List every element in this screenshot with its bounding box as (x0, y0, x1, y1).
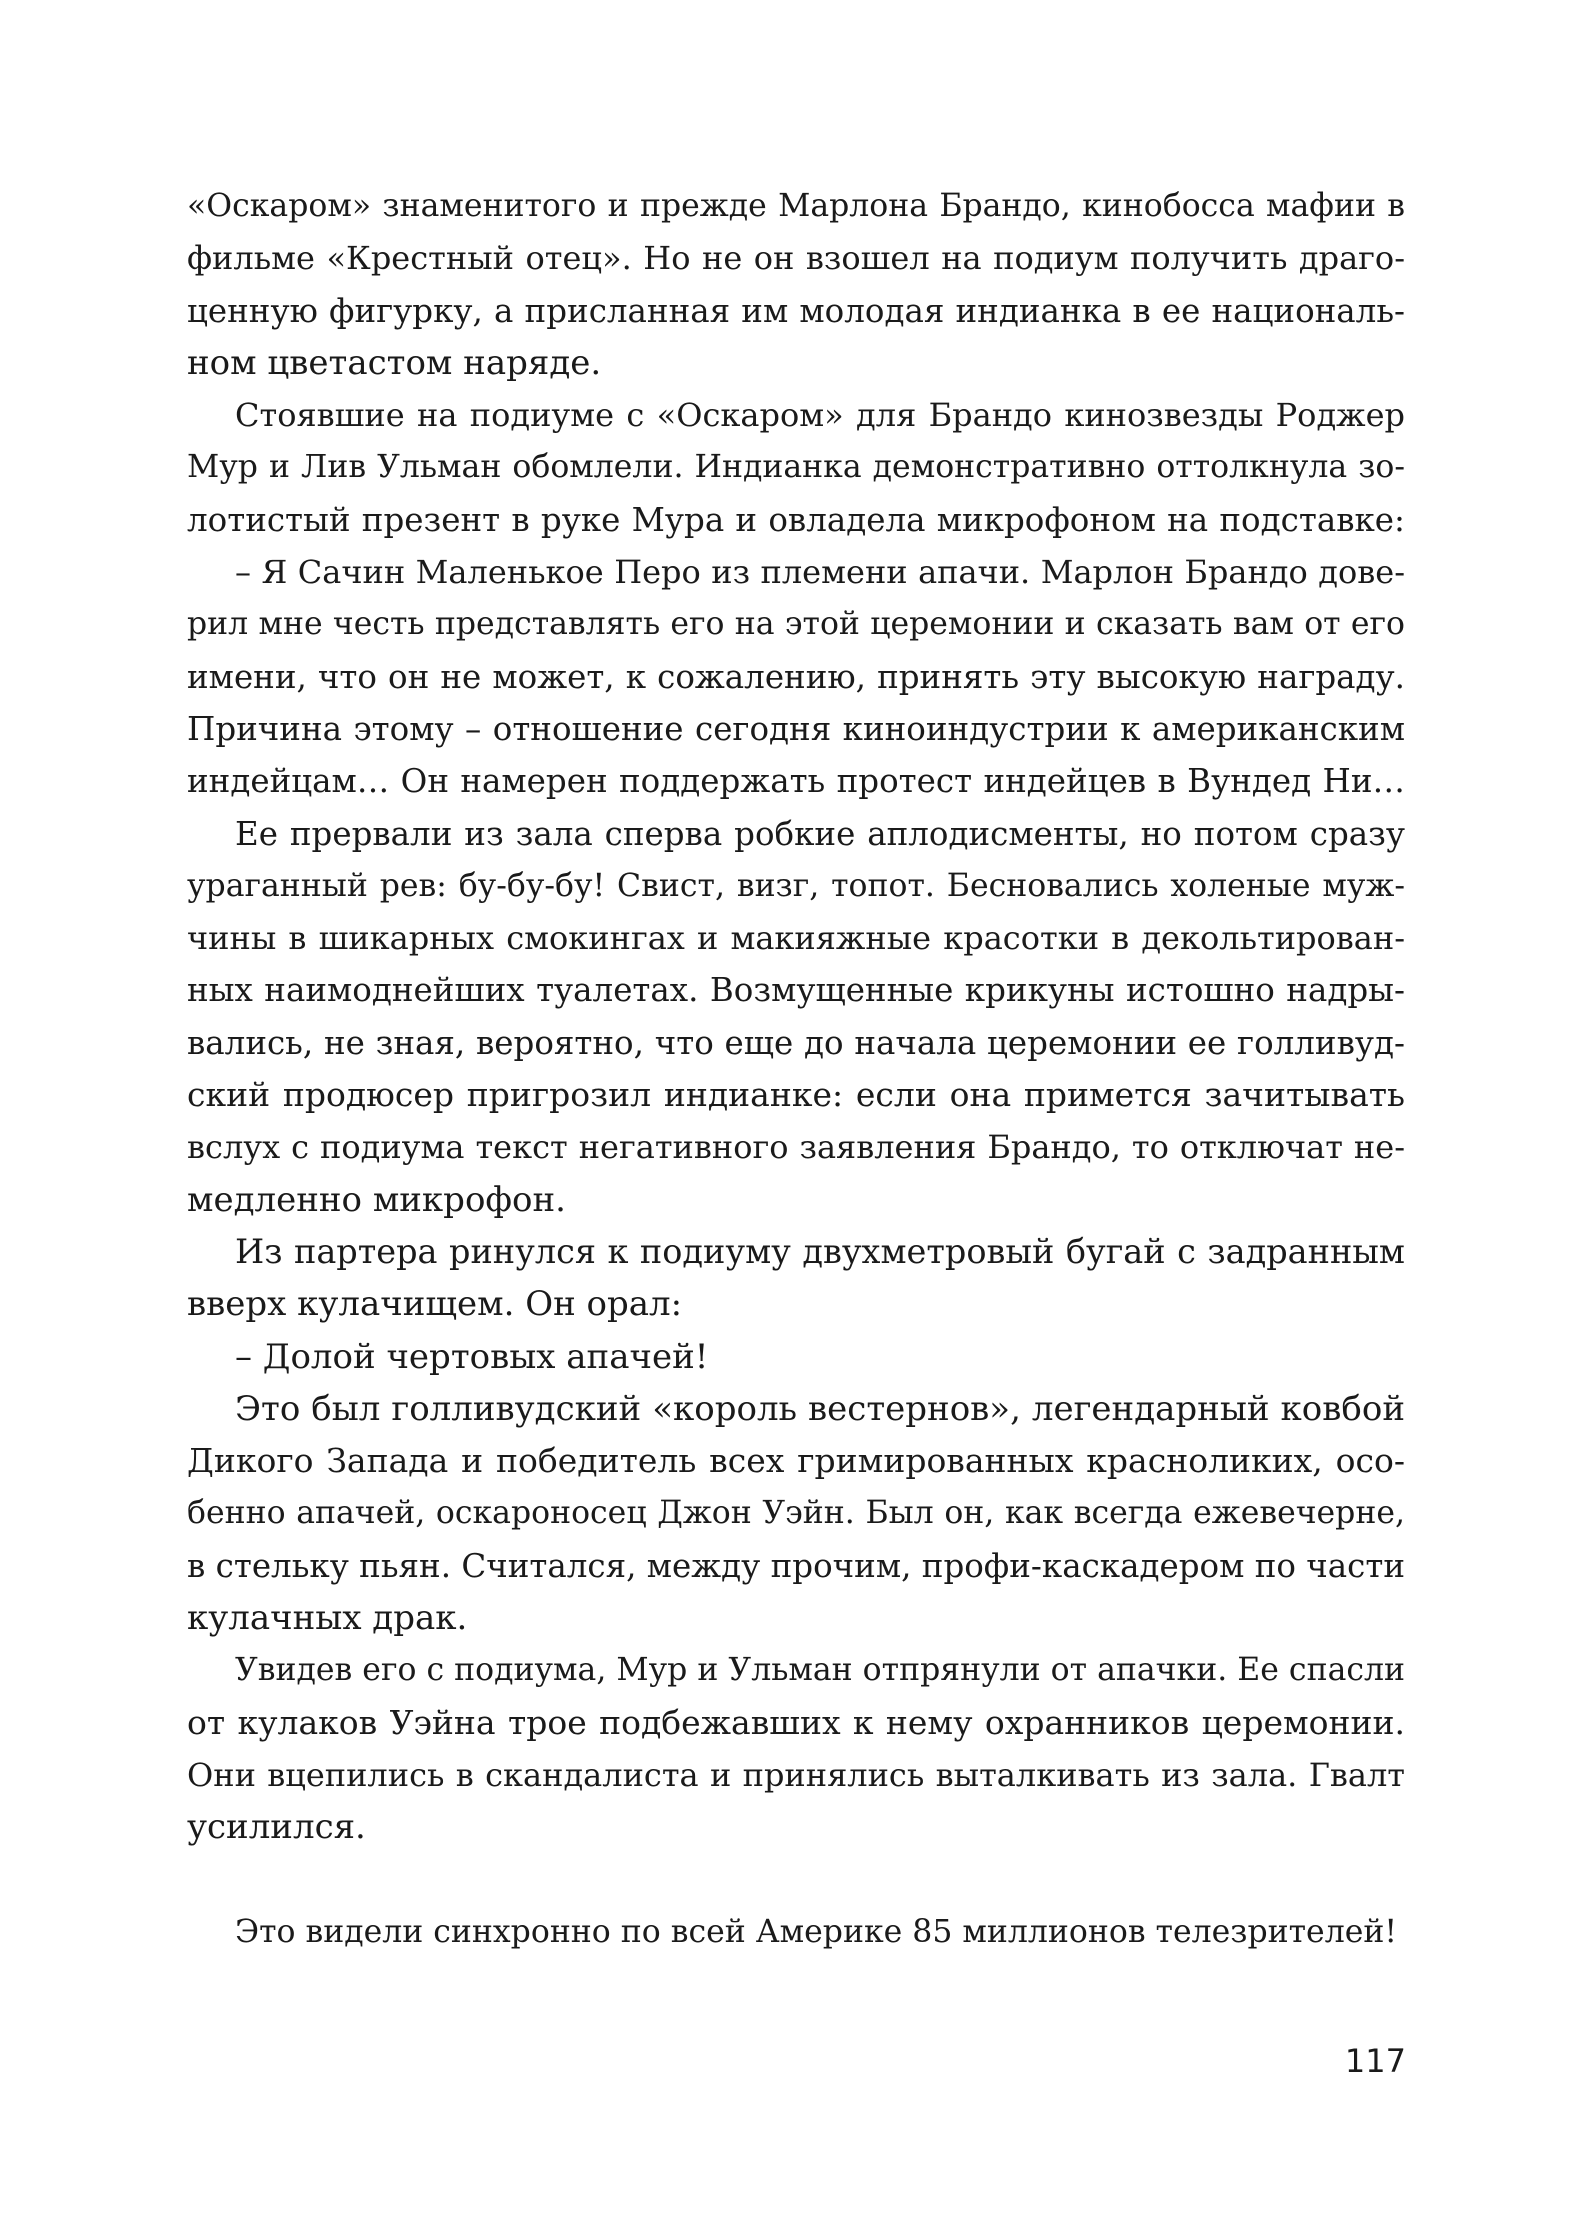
body-text (187, 180, 1405, 1958)
text-line: Причина этому – отношение сегодня киноиндустрии к американским (187, 709, 1405, 748)
text-line: от кулаков Уэйна трое подбежавших к нему охранников церемонии. (187, 1702, 1405, 1742)
text-line: в стельку пьян. Считался, между прочим, профи-каскадером по части (187, 1546, 1405, 1585)
text-line: индейцам… Он намерен поддержать протест индейцев в Вундед Ни… (187, 762, 1405, 801)
text-line: «Оскаром» знаменитого и прежде Марлона Брандо, кинобосса мафии в (187, 188, 1405, 224)
text-line: вались, не зная, вероятно, что еще до начала церемонии ее голливуд- (187, 1023, 1405, 1062)
text-line: Стоявшие на подиуме с «Оскаром» для Брандо кинозвезды Роджер (235, 396, 1405, 435)
text-line: Из партера ринулся к подиуму двухметровый бугай с задранным (235, 1231, 1405, 1271)
text-line: Мур и Лив Ульман обомлели. Индианка демонстративно оттолкнула зо- (187, 449, 1405, 486)
text-line: Дикого Запада и победитель всех гримированных красноликих, осо- (187, 1441, 1405, 1481)
text-line: Это видели синхронно по всей Америке 85 миллионов телезрителей! (235, 1913, 1397, 1950)
text-line: рил мне честь представлять его на этой церемонии и сказать вам от его (187, 606, 1405, 643)
page-number: 117 (1344, 2042, 1406, 2080)
text-line: Увидев его с подиума, Мур и Ульман отпрянули от апачки. Ее спасли (235, 1652, 1405, 1689)
text-line: кулачных драк. (187, 1598, 468, 1639)
text-line: ский продюсер пригрозил индианке: если она примется зачитывать (187, 1075, 1405, 1115)
text-line: медленно микрофон. (187, 1179, 566, 1220)
paragraph-8 (187, 1644, 1405, 1853)
paragraph-3 (187, 546, 1405, 807)
text-line: ценную фигурку, а присланная им молодая индианка в ее националь- (187, 291, 1405, 330)
text-line: ном цветастом наряде. (187, 342, 602, 383)
text-line: Это был голливудский «король вестернов», легендарный ковбой (235, 1388, 1405, 1429)
paragraph-1 (187, 180, 1405, 389)
text-line: лотистый презент в руке Мура и овладела микрофоном на подставке: (187, 500, 1405, 539)
text-line: – Я Сачин Маленькое Перо из племени апачи. Марлон Брандо дове- (235, 553, 1405, 592)
text-line: имени, что он не может, к сожалению, принять эту высокую награду. (187, 657, 1405, 696)
text-line: Ее прервали из зала сперва робкие аплодисменты, но потом сразу (235, 814, 1405, 853)
paragraph-4 (187, 808, 1405, 1226)
paragraph-9 (187, 1906, 1405, 1958)
paragraph-2 (187, 389, 1405, 546)
text-line: бенно апачей, оскароносец Джон Уэйн. Был он, как всегда ежевечерне, (187, 1495, 1405, 1532)
text-line: вслух с подиума текст негативного заявления Брандо, то отключат не- (187, 1128, 1405, 1167)
text-line: чины в шикарных смокингах и макияжные красотки в декольтирован- (187, 919, 1405, 958)
text-line: вверх кулачищем. Он орал: (187, 1284, 683, 1325)
text-line: ураганный рев: бу-бу-бу! Свист, визг, топот. Бесновались холеные муж- (187, 867, 1405, 904)
text-line: – Долой чертовых апачей! (235, 1336, 709, 1377)
text-line: усилился. (187, 1807, 366, 1848)
paragraph-7 (187, 1383, 1405, 1644)
paragraph-6 (187, 1331, 1405, 1383)
text-line: Они вцепились в скандалиста и принялись выталкивать из зала. Гвалт (187, 1755, 1405, 1794)
text-line: ных наимоднейших туалетах. Возмущенные крикуны истошно надры- (187, 971, 1405, 1010)
text-line: фильме «Крестный отец». Но не он взошел на подиум получить драго- (187, 239, 1405, 278)
paragraph-5 (187, 1226, 1405, 1331)
